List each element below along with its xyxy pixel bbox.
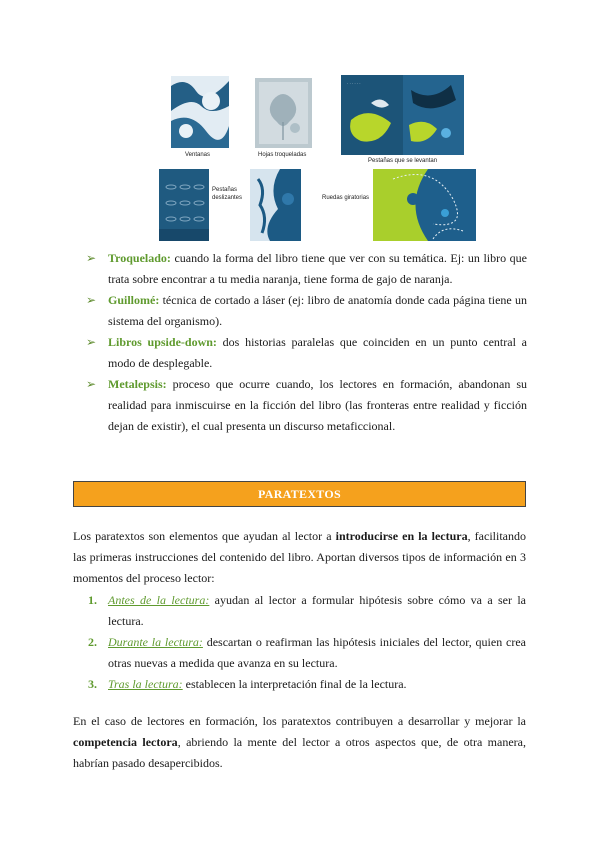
section-banner — [73, 481, 526, 507]
term-label: Troquelado: — [108, 251, 171, 265]
caption-ventanas: Ventanas — [185, 152, 211, 158]
moment-label: Tras la lectura: — [108, 677, 183, 691]
svg-text:· · · · · ·: · · · · · · — [347, 81, 361, 86]
photo-hojas-troqueladas — [255, 78, 312, 148]
photo-ventanas — [171, 76, 229, 148]
intro-text-start: Los paratextos son elementos que ayudan al lector a — [73, 529, 336, 543]
arrow-bullet-icon: ➢ — [86, 251, 97, 265]
photo-pestanas-art — [341, 75, 464, 155]
intro-paragraph — [73, 526, 526, 589]
list-item — [88, 674, 526, 695]
arrow-bullet-icon: ➢ — [86, 293, 97, 307]
list-item — [86, 290, 527, 332]
term-description: cuando la forma del libro tiene que ver con su temática. Ej: un libro que trata sobre encontrar a tu media naranja, tiene forma de gajo de naranja. — [108, 251, 527, 286]
list-item — [88, 632, 526, 674]
term-description: técnica de cortado a láser (ej: libro de anatomía donde cada página tiene un sistema del organismo). — [108, 293, 527, 328]
photo-libro-centro — [250, 169, 301, 241]
reading-moments-list — [88, 590, 526, 695]
term-description: proceso que ocurre cuando, los lectores en formación, abandonan su realidad para inmiscuirse en la ficción del libro (las fronteras entre realidad y ficción dejan de existir), el cual presenta un discurso metaficcional. — [108, 377, 527, 433]
caption-ruedas-giratorias: Ruedas giratorias — [322, 195, 370, 201]
arrow-bullet-icon: ➢ — [86, 377, 97, 391]
list-item — [86, 374, 527, 437]
term-label: Metalepsis: — [108, 377, 167, 391]
photo-ventanas-art — [171, 76, 229, 148]
list-item — [86, 332, 527, 374]
moment-label: Antes de la lectura: — [108, 593, 210, 607]
closing-text-end: , abriendo la mente del lector a otros aspectos que, de otra manera, habrían pasado desapercibidos. — [73, 735, 526, 770]
photo-ruedas-art — [373, 169, 476, 241]
item-number: 3. — [88, 677, 97, 691]
photo-libro-centro-art — [250, 169, 301, 241]
photo-hojas-art — [255, 78, 312, 148]
technique-list — [86, 248, 527, 437]
moment-label: Durante la lectura: — [108, 635, 203, 649]
photo-deslizantes-art — [159, 169, 209, 241]
caption-hojas-troqueladas: Hojas troqueladas — [258, 152, 307, 158]
section-title: PARATEXTOS — [257, 486, 341, 501]
photo-ruedas-giratorias — [373, 169, 476, 241]
photo-pestanas-levantan — [341, 75, 464, 155]
item-number: 1. — [88, 593, 97, 607]
caption-pestanas-levantan: Pestañas que se levantan — [368, 158, 438, 164]
term-label: Guillomé: — [108, 293, 160, 307]
list-item — [88, 590, 526, 632]
closing-paragraph — [73, 711, 526, 774]
list-item — [86, 248, 527, 290]
moment-description: descartan o reafirman las hipótesis iniciales del lector, quien crea otras nuevas a medida que avanza en su lectura. — [108, 635, 526, 670]
arrow-bullet-icon: ➢ — [86, 335, 97, 349]
closing-text-start: En el caso de lectores en formación, los paratextos contribuyen a desarrollar y mejorar la — [73, 714, 526, 728]
term-description: dos historias paralelas que coinciden en un punto central a modo de desplegable. — [108, 335, 527, 370]
closing-emphasis: competencia lectora — [73, 735, 178, 749]
term-label: Libros upside-down: — [108, 335, 217, 349]
item-number: 2. — [88, 635, 97, 649]
caption-pestanas-deslizantes: Pestañas deslizantes — [212, 187, 243, 201]
photo-pestanas-deslizantes — [159, 169, 209, 241]
moment-description: ayudan al lector a formular hipótesis sobre cómo va a ser la lectura. — [108, 593, 527, 628]
intro-emphasis: introducirse en la lectura — [335, 529, 468, 543]
intro-text-end: , facilitando las primeras instrucciones del contenido del libro. Aportan diversos tipos de información en 3 momentos del proceso lector: — [73, 529, 526, 585]
moment-description: establecen la interpretación final de la lectura. — [182, 677, 407, 691]
